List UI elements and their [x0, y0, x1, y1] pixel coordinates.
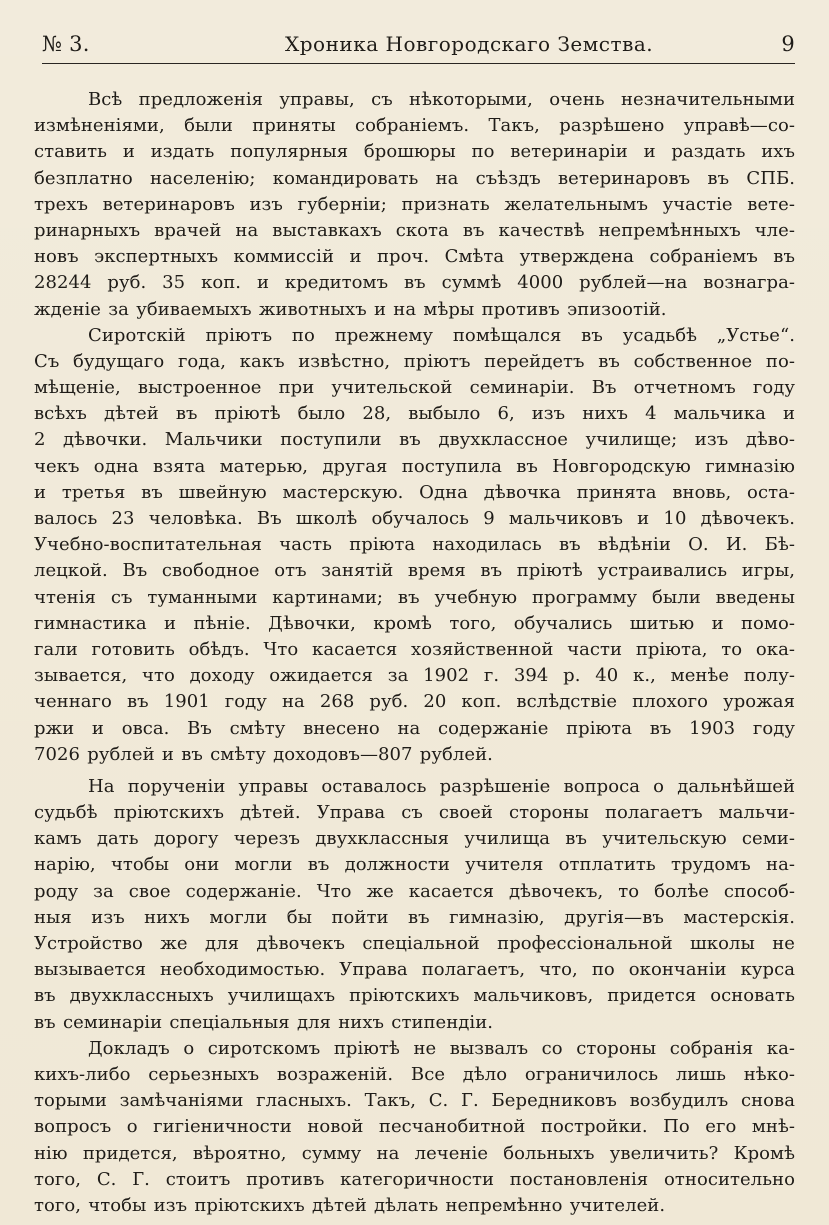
issue-number: № 3.: [42, 32, 90, 56]
paragraph-3: [34, 774, 795, 1036]
article-body: [34, 87, 795, 1219]
text-line: кихъ-либо серьезныхъ возраженій. Все дѣло ограничилось лишь нѣко-: [34, 1063, 795, 1085]
text-line: измѣненіями, были приняты собраніемъ. Такъ, разрѣшено управѣ—со-: [34, 115, 795, 137]
text-line: 7026 рублей и въ смѣту доходовъ—807 рублей.: [34, 743, 493, 765]
text-line: лецкой. Въ свободное отъ занятій время въ пріютѣ устраивались игры,: [34, 560, 795, 582]
text-line: ринарныхъ врачей на выставкахъ скота въ качествѣ непремѣнныхъ чле-: [34, 219, 795, 241]
text-line: камъ дать дорогу черезъ двухклассныя училища въ учительскую семи-: [34, 828, 795, 850]
paragraph-1: [34, 87, 795, 323]
text-line: жденіе за убиваемыхъ животныхъ и на мѣры противъ эпизоотій.: [34, 298, 667, 320]
text-line: всѣхъ дѣтей въ пріютѣ было 28, выбыло 6, изъ нихъ 4 мальчика и: [34, 403, 795, 425]
text-line: роду за свое содержаніе. Что же касается дѣвочекъ, то болѣе способ-: [34, 880, 795, 902]
text-line: и третья въ швейную мастерскую. Одна дѣвочка принята вновь, оста-: [34, 481, 795, 503]
text-line: гимнастика и пѣніе. Дѣвочки, кромѣ того, обучались шитью и помо-: [34, 612, 795, 634]
paragraph-4: [34, 1036, 795, 1219]
text-line: 2 дѣвочки. Мальчики поступили въ двухклассное училище; изъ дѣво-: [34, 429, 795, 451]
text-line: вызывается необходимостью. Управа полагаетъ, что, по окончаніи курса: [34, 959, 795, 981]
text-line: На порученіи управы оставалось разрѣшеніе вопроса о дальнѣйшей: [88, 775, 795, 797]
text-line: зывается, что доходу ожидается за 1902 г. 394 р. 40 к., менѣе полу-: [34, 665, 795, 687]
header-rule: [42, 63, 795, 64]
text-line: того, чтобы изъ пріютскихъ дѣтей дѣлать непремѣнно учителей.: [34, 1194, 666, 1216]
text-line: вопросъ о гигіеничности новой песчанобитной постройки. По его мнѣ-: [34, 1116, 795, 1138]
text-line: ченнаго въ 1901 году на 268 руб. 20 коп. вслѣдствіе плохого урожая: [34, 691, 795, 713]
text-line: нарію, чтобы они могли въ должности учителя отплатить трудомъ на-: [34, 854, 795, 876]
text-line: Всѣ предложенія управы, съ нѣкоторыми, очень незначительными: [88, 89, 795, 110]
text-line: чекъ одна взята матерью, другая поступила въ Новгородскую гимназію: [34, 455, 795, 477]
text-line: чтенія съ туманными картинами; въ учебную программу были введены: [34, 586, 795, 608]
text-line: торыми замѣчаніями гласныхъ. Такъ, С. Г. Бередниковъ возбудилъ снова: [34, 1090, 795, 1112]
text-line: Учебно-воспитательная часть пріюта находилась въ вѣдѣніи О. И. Бѣ-: [34, 534, 795, 556]
text-line: трехъ ветеринаровъ изъ губерніи; признать желательнымъ участіе вете-: [34, 193, 795, 215]
text-line: нію придется, вѣроятно, сумму на леченіе больныхъ увеличить? Кромѣ: [34, 1142, 795, 1164]
text-line: новъ экспертныхъ коммиссій и проч. Смѣта утверждена собраніемъ въ: [34, 246, 795, 268]
text-line: гали готовить обѣдъ. Что касается хозяйственной части пріюта, то ока-: [34, 638, 795, 660]
text-line: Съ будущаго года, какъ извѣстно, пріютъ перейдетъ въ собственное по-: [34, 350, 795, 372]
text-line: ржи и овса. Въ смѣту внесено на содержаніе пріюта въ 1903 году: [34, 717, 795, 739]
text-line: 28244 руб. 35 коп. и кредитомъ въ суммѣ 4000 рублей—на вознагра-: [34, 272, 795, 294]
page-header: [42, 30, 795, 66]
running-title: Хроника Новгородскаго Земства.: [285, 32, 654, 56]
text-line: въ семинаріи спеціальныя для нихъ стипендіи.: [34, 1011, 494, 1033]
text-line: Сиротскій пріютъ по прежнему помѣщался въ усадьбѣ „Устье“.: [88, 324, 795, 346]
text-line: валось 23 человѣка. Въ школѣ обучалось 9 мальчиковъ и 10 дѣвочекъ.: [34, 508, 795, 529]
text-line: безплатно населенію; командировать на съѣздъ ветеринаровъ въ СПБ.: [34, 167, 795, 189]
page-number: 9: [781, 32, 795, 56]
text-line: судьбѣ пріютскихъ дѣтей. Управа съ своей стороны полагаетъ мальчи-: [34, 802, 795, 824]
text-line: мѣщеніе, выстроенное при учительской семинаріи. Въ отчетномъ году: [34, 377, 795, 399]
text-line: ставить и издать популярныя брошюры по ветеринаріи и раздать ихъ: [34, 141, 795, 163]
text-line: ныя изъ нихъ могли бы пойти въ гимназію, другія—въ мастерскія.: [34, 906, 795, 928]
text-line: Устройство же для дѣвочекъ спеціальной профессіональной школы не: [34, 933, 795, 954]
paragraph-2: [34, 323, 795, 768]
text-line: того, С. Г. стоитъ противъ категоричности постановленія относительно: [34, 1168, 795, 1190]
text-line: Докладъ о сиротскомъ пріютѣ не вызвалъ со стороны собранія ка-: [88, 1037, 795, 1059]
text-line: въ двухклассныхъ училищахъ пріютскихъ мальчиковъ, придется основать: [34, 985, 795, 1007]
